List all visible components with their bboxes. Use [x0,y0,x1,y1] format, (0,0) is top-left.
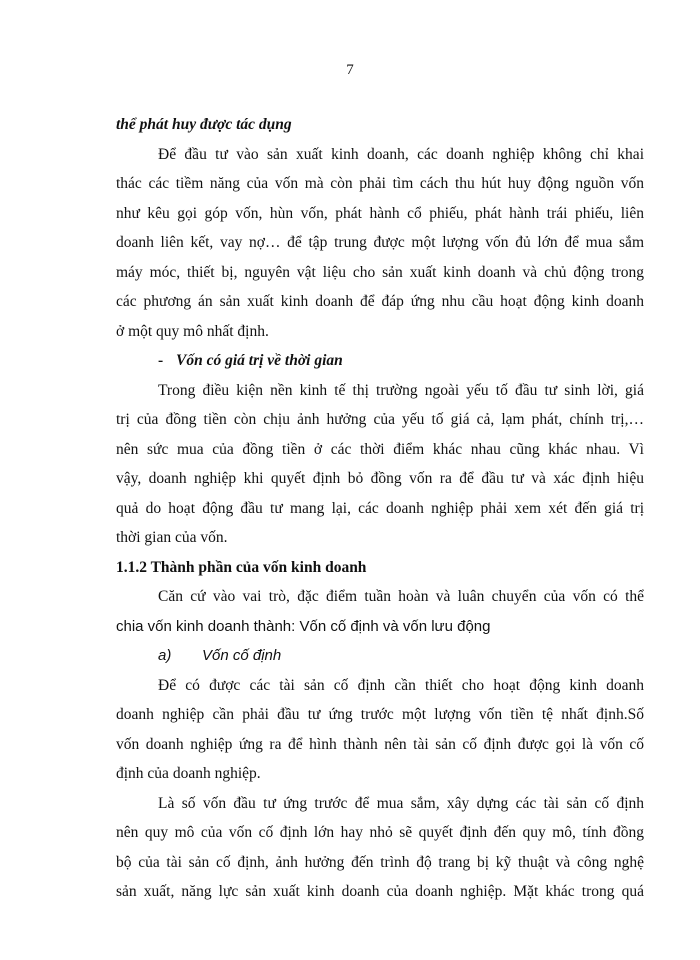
paragraph-line: nên sức mua của đồng tiền ở các thời điểm khác nhau cũng khác nhau. Vì [116,440,644,458]
paragraph-line: sản xuất, năng lực sản xuất kinh doanh của doanh nghiệp. Mặt khác trong quá [116,883,644,900]
paragraph-line: vốn doanh nghiệp ứng ra để hình thành nên tài sản cố định được gọi là vốn cố [116,735,644,753]
section-heading-1-1-2: 1.1.2 Thành phần của vốn kinh doanh [116,558,367,576]
paragraph-line: Là số vốn đầu tư ứng trước để mua sắm, xây dựng các tài sản cố định [158,794,644,812]
paragraph-line: ở một quy mô nhất định. [116,322,269,340]
paragraph-line: các phương án sản xuất kinh doanh để đáp ứng nhu cầu hoạt động kinh doanh [116,293,644,310]
list-dash: - [158,352,164,369]
paragraph-line: quả do hoạt động đầu tư mang lại, các doanh nghiệp phải xem xét đến giá trị [116,499,644,517]
paragraph-line: trị của đồng tiền còn chịu ảnh hưởng của yếu tố giá cả, lạm phát, chính trị,… [116,411,644,428]
paragraph-line: định của doanh nghiệp. [116,765,261,782]
paragraph-line: vậy, doanh nghiệp khi quyết định bỏ đồng vốn ra để đầu tư và xác định hiệu [116,470,644,487]
subsection-label: a) [158,647,172,664]
paragraph-line: thời gian của vốn. [116,529,228,546]
paragraph-line: doanh nghiệp cần phải đầu tư ứng trước một lượng vốn tiền tệ nhất định.Số [116,706,644,723]
section-heading-text: Vốn có giá trị về thời gian [176,352,343,369]
paragraph-line: Căn cứ vào vai trò, đặc điểm tuần hoàn và luân chuyển của vốn có thể [158,588,644,605]
section-heading-time-value [116,346,644,376]
paragraph-line: Trong điều kiện nền kinh tế thị trường ngoài yếu tố đầu tư sinh lời, giá [158,381,644,399]
paragraph-line: nên quy mô của vốn cố định lớn hay nhỏ sẽ quyết định đến quy mô, tính đồng [116,824,644,841]
paragraph-line: chia vốn kinh doanh thành: Vốn cố định và vốn lưu động [116,617,491,635]
paragraph-line: Để có được các tài sản cố định cần thiết cho hoạt động kinh doanh [158,676,644,694]
paragraph-line: bộ của tài sản cố định, ảnh hưởng đến trình độ trang bị kỹ thuật và công nghệ [116,853,644,871]
paragraph-line: doanh liên kết, vay nợ… để tập trung được một lượng vốn đủ lớn để mua sắm [116,234,644,251]
subsection-heading-fixed-capital [116,641,644,671]
document-body [116,110,644,907]
subsection-title: Vốn cố định [202,647,282,664]
paragraph-line: như kêu gọi góp vốn, hùn vốn, phát hành cổ phiếu, phát hành trái phiếu, liên [116,204,644,222]
page-number: 7 [346,62,354,78]
paragraph-line: Để đầu tư vào sản xuất kinh doanh, các doanh nghiệp không chỉ khai [158,145,644,163]
paragraph-line: máy móc, thiết bị, nguyên vật liệu cho sản xuất kinh doanh và chủ động trong [116,263,644,281]
paragraph-line: thể phát huy được tác dụng [116,116,292,133]
paragraph-line: thác các tiềm năng của vốn mà còn phải tìm cách thu hút huy động nguồn vốn [116,175,644,192]
